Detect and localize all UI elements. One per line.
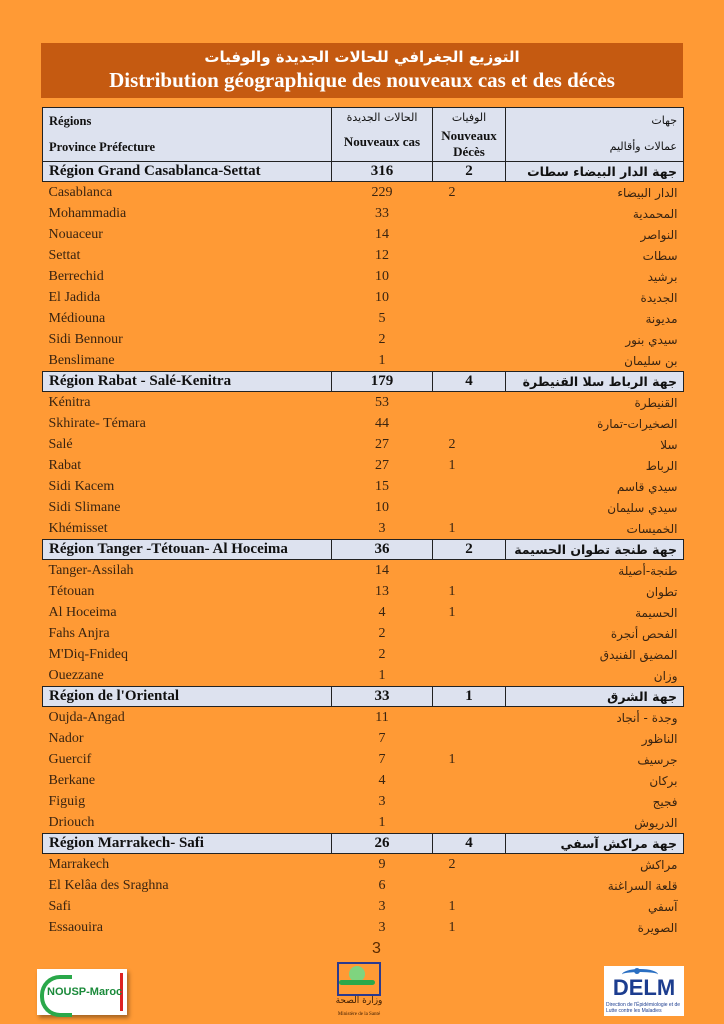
province-name-fr: Berkane — [48, 772, 96, 788]
province-name-fr: Tanger-Assilah — [48, 562, 134, 578]
province-row — [43, 623, 684, 644]
province-row — [43, 791, 684, 812]
province-row — [43, 434, 684, 455]
province-name-ar: مراكش — [640, 857, 678, 872]
region-cases: 33 — [332, 687, 433, 707]
province-name-fr: Médiouna — [48, 310, 106, 326]
province-cases: 2 — [378, 646, 386, 662]
province-row — [43, 245, 684, 266]
title-french: Distribution géographique des nouveaux cas et des décès — [109, 68, 615, 92]
province-name-ar: آسفي — [648, 899, 678, 914]
province-name-ar: سلا — [660, 437, 678, 452]
province-deaths — [433, 728, 506, 749]
region-name-ar: جهة الشرق — [506, 687, 684, 707]
province-deaths — [433, 791, 506, 812]
region-name-ar: جهة الرباط سلا القنيطرة — [506, 372, 684, 392]
province-name-fr: Benslimane — [48, 352, 115, 368]
region-row — [43, 162, 684, 182]
ministry-wave-icon — [339, 980, 375, 985]
province-name-ar: فجيج — [652, 794, 678, 809]
province-name-ar: بن سليمان — [624, 353, 678, 368]
province-deaths — [433, 413, 506, 434]
province-cases: 7 — [378, 730, 386, 746]
province-name-fr: Nouaceur — [48, 226, 103, 242]
region-row — [43, 540, 684, 560]
province-name-ar: الخميسات — [626, 521, 678, 536]
nousp-logo-text: NOUSP-Maroc — [47, 986, 123, 998]
province-cases: 27 — [375, 436, 389, 452]
page-number: 3 — [372, 940, 381, 957]
region-deaths: 1 — [433, 687, 506, 707]
province-deaths — [433, 203, 506, 224]
province-row — [43, 644, 684, 665]
province-name-ar: القنيطرة — [634, 395, 678, 410]
delm-logo — [604, 966, 684, 1016]
province-row — [43, 350, 684, 372]
province-deaths — [433, 497, 506, 518]
province-deaths: 2 — [448, 436, 456, 452]
header-regions-label: Régions — [49, 114, 92, 128]
province-name-fr: Safi — [48, 898, 72, 914]
region-cases: 26 — [332, 834, 433, 854]
province-name-ar: الحسيمة — [635, 605, 678, 620]
province-row — [43, 182, 684, 204]
province-name-ar: سطات — [642, 248, 678, 263]
province-deaths — [433, 812, 506, 834]
province-name-fr: Casablanca — [48, 184, 113, 200]
header-province-label: Province Préfecture — [49, 140, 156, 154]
province-row — [43, 455, 684, 476]
region-name-fr: Région Rabat - Salé-Kenitra — [43, 372, 332, 392]
header-new-cases-ar: الحالات الجديدة — [346, 111, 418, 124]
province-row — [43, 497, 684, 518]
province-row — [43, 665, 684, 687]
province-name-fr: Sidi Slimane — [48, 499, 121, 515]
delm-dot-icon — [634, 968, 640, 974]
province-name-ar: سيدي سليمان — [607, 500, 678, 515]
region-deaths: 4 — [433, 834, 506, 854]
province-cases: 229 — [371, 184, 393, 200]
province-cases: 33 — [375, 205, 389, 221]
province-name-ar: وجدة - أنجاد — [616, 710, 678, 725]
province-name-ar: النواصر — [640, 227, 678, 242]
province-cases: 10 — [375, 268, 389, 284]
ministry-health-logo — [335, 962, 383, 1022]
header-province-ar-label: عمالات وأقاليم — [609, 140, 677, 153]
region-cases: 179 — [332, 372, 433, 392]
ministry-logo-french: Ministère de la Santé — [337, 1012, 381, 1017]
region-row — [43, 834, 684, 854]
province-name-fr: M'Diq-Fnideq — [48, 646, 129, 662]
province-cases: 12 — [375, 247, 389, 263]
province-cases: 7 — [378, 751, 386, 767]
province-row — [43, 560, 684, 582]
province-cases: 10 — [375, 289, 389, 305]
province-row — [43, 308, 684, 329]
province-name-fr: Skhirate- Témara — [48, 415, 146, 431]
province-cases: 15 — [375, 478, 389, 494]
province-cases: 1 — [378, 352, 386, 368]
province-name-fr: Mohammadia — [48, 205, 127, 221]
province-name-fr: Sidi Bennour — [48, 331, 123, 347]
province-name-ar: المحمدية — [632, 206, 678, 221]
ministry-logo-arabic: وزارة الصحة — [335, 996, 383, 1006]
province-deaths — [433, 392, 506, 414]
province-deaths — [433, 266, 506, 287]
province-cases: 10 — [375, 499, 389, 515]
delm-logo-text: DELM — [612, 975, 676, 1000]
region-deaths: 4 — [433, 372, 506, 392]
province-name-fr: Salé — [48, 436, 73, 452]
province-row — [43, 854, 684, 876]
province-name-fr: Marrakech — [48, 856, 110, 872]
province-name-fr: El Kelâa des Sraghna — [48, 877, 169, 893]
province-name-fr: Settat — [48, 247, 81, 263]
distribution-table — [42, 107, 684, 938]
province-name-ar: الصخيرات-تمارة — [597, 416, 678, 431]
table-header-row — [43, 108, 684, 162]
province-deaths: 1 — [448, 604, 456, 620]
province-deaths: 1 — [448, 751, 456, 767]
province-deaths — [433, 707, 506, 729]
delm-logo-subtitle: Direction de l'Épidémiologie et de Lutte contre les Maladies — [606, 1002, 681, 1014]
province-name-ar: الرباط — [645, 458, 678, 473]
province-deaths — [433, 224, 506, 245]
province-deaths — [433, 644, 506, 665]
province-name-ar: سيدي بنور — [625, 332, 678, 347]
province-row — [43, 287, 684, 308]
province-row — [43, 581, 684, 602]
province-row — [43, 707, 684, 729]
province-name-ar: الدار البيضاء — [617, 185, 678, 200]
province-deaths — [433, 560, 506, 582]
province-cases: 3 — [378, 793, 386, 809]
province-cases: 9 — [378, 856, 386, 872]
header-regions-ar — [506, 108, 684, 162]
province-row — [43, 917, 684, 938]
province-name-ar: مديونة — [645, 311, 678, 326]
province-name-fr: Al Hoceima — [48, 604, 117, 620]
province-deaths: 1 — [448, 919, 456, 935]
province-deaths — [433, 287, 506, 308]
province-row — [43, 518, 684, 540]
province-name-ar: قلعة السراغنة — [607, 878, 678, 893]
province-name-fr: Berrechid — [48, 268, 104, 284]
province-deaths — [433, 308, 506, 329]
province-name-ar: وزان — [653, 668, 678, 683]
header-new-deaths — [433, 108, 506, 162]
province-cases: 3 — [378, 919, 386, 935]
province-cases: 14 — [375, 226, 389, 242]
province-row — [43, 392, 684, 414]
province-row — [43, 875, 684, 896]
province-cases: 44 — [375, 415, 389, 431]
region-name-fr: Région Tanger -Tétouan- Al Hoceima — [43, 540, 332, 560]
province-row — [43, 266, 684, 287]
region-name-fr: Région de l'Oriental — [43, 687, 332, 707]
province-name-ar: طنجة-أصيلة — [618, 563, 678, 578]
province-name-ar: الصويرة — [637, 920, 678, 935]
province-row — [43, 812, 684, 834]
header-regions — [43, 108, 332, 162]
province-row — [43, 476, 684, 497]
province-deaths — [433, 329, 506, 350]
province-deaths — [433, 623, 506, 644]
region-cases: 316 — [332, 162, 433, 182]
header-regions-ar-label: جهات — [651, 114, 677, 127]
province-name-ar: تطوان — [645, 584, 678, 599]
province-name-fr: Guercif — [48, 751, 92, 767]
province-row — [43, 728, 684, 749]
province-name-ar: بركان — [649, 773, 678, 788]
region-deaths: 2 — [433, 162, 506, 182]
header-new-cases-fr: Nouveaux cas — [343, 134, 421, 149]
province-row — [43, 203, 684, 224]
province-name-fr: Sidi Kacem — [48, 478, 115, 494]
nousp-maroc-logo — [37, 969, 127, 1015]
province-name-ar: الجديدة — [640, 290, 678, 305]
province-row — [43, 224, 684, 245]
province-cases: 14 — [375, 562, 389, 578]
province-row — [43, 770, 684, 791]
province-deaths — [433, 770, 506, 791]
province-deaths: 2 — [448, 184, 456, 200]
region-name-ar: جهة مراكش آسفي — [506, 834, 684, 854]
province-cases: 27 — [375, 457, 389, 473]
province-name-ar: الناظور — [641, 731, 678, 746]
header-new-deaths-ar: الوفيات — [451, 111, 487, 124]
region-name-fr: Région Grand Casablanca-Settat — [43, 162, 332, 182]
header-new-cases — [332, 108, 433, 162]
province-cases: 6 — [378, 877, 386, 893]
province-name-fr: Khémisset — [48, 520, 108, 536]
province-name-ar: المضيق الفنيدق — [599, 647, 678, 662]
region-deaths: 2 — [433, 540, 506, 560]
province-name-ar: سيدي قاسم — [616, 479, 678, 494]
province-name-fr: Nador — [48, 730, 84, 746]
region-cases: 36 — [332, 540, 433, 560]
province-name-ar: برشيد — [647, 269, 678, 284]
province-deaths — [433, 245, 506, 266]
province-cases: 53 — [375, 394, 389, 410]
province-name-ar: جرسيف — [637, 752, 678, 767]
province-name-ar: الفحص أنجرة — [610, 626, 678, 641]
province-cases: 4 — [378, 772, 386, 788]
province-row — [43, 749, 684, 770]
province-deaths: 1 — [448, 457, 456, 473]
title-arabic: التوزيع الجغرافي للحالات الجديدة والوفيات — [204, 48, 520, 66]
province-name-fr: El Jadida — [48, 289, 101, 305]
province-name-fr: Kénitra — [48, 394, 91, 410]
province-cases: 3 — [378, 520, 386, 536]
province-deaths: 2 — [448, 856, 456, 872]
province-name-fr: Fahs Anjra — [48, 625, 110, 641]
province-cases: 1 — [378, 667, 386, 683]
province-name-ar: الدريوش — [634, 815, 678, 830]
province-row — [43, 329, 684, 350]
province-name-fr: Rabat — [48, 457, 82, 473]
province-cases: 5 — [378, 310, 386, 326]
province-cases: 2 — [378, 331, 386, 347]
region-row — [43, 372, 684, 392]
province-deaths: 1 — [448, 898, 456, 914]
province-name-fr: Driouch — [48, 814, 95, 830]
title-banner — [41, 43, 683, 98]
province-row — [43, 602, 684, 623]
province-deaths — [433, 476, 506, 497]
province-deaths: 1 — [448, 583, 456, 599]
province-cases: 4 — [378, 604, 386, 620]
region-name-ar: جهة طنجة تطوان الحسيمة — [506, 540, 684, 560]
province-name-fr: Ouezzane — [48, 667, 104, 683]
province-row — [43, 413, 684, 434]
province-name-fr: Tétouan — [48, 583, 95, 599]
province-deaths — [433, 665, 506, 687]
province-name-fr: Essaouira — [48, 919, 103, 935]
province-deaths — [433, 875, 506, 896]
region-name-ar: جهة الدار البيضاء سطات — [506, 162, 684, 182]
province-row — [43, 896, 684, 917]
region-name-fr: Région Marrakech- Safi — [43, 834, 332, 854]
province-deaths: 1 — [448, 520, 456, 536]
province-deaths — [433, 350, 506, 372]
province-cases: 11 — [375, 709, 389, 725]
province-name-fr: Oujda-Angad — [48, 709, 125, 725]
province-cases: 1 — [378, 814, 386, 830]
region-row — [43, 687, 684, 707]
province-name-fr: Figuig — [48, 793, 86, 809]
province-cases: 2 — [378, 625, 386, 641]
province-cases: 3 — [378, 898, 386, 914]
province-cases: 13 — [375, 583, 389, 599]
header-new-deaths-fr: Nouveaux Décès — [441, 128, 497, 159]
